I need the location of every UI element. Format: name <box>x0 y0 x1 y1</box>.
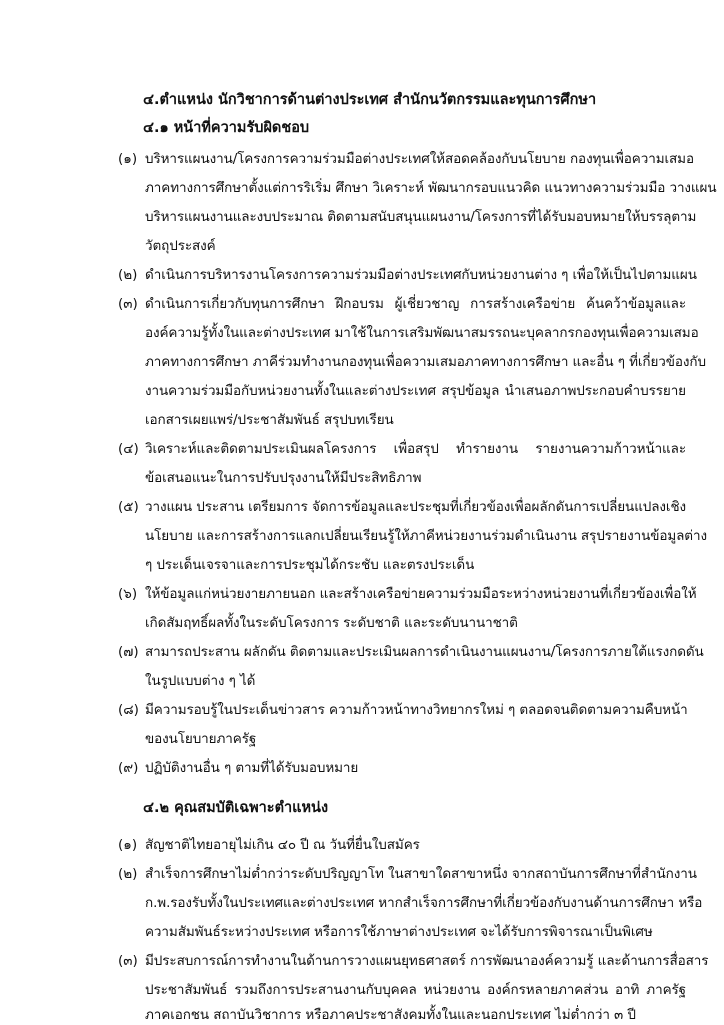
item-text-line: บริหารแผนงาน/โครงการความร่วมมือต่างประเทศให้สอดคล้องกับนโยบาย กองทุนเพื่อความเสมอ <box>145 151 694 167</box>
item-text-line: นโยบาย และการสร้างการแลกเปลี่ยนเรียนรู้ให้ภาคีหน่วยงานร่วมดำเนินงาน สรุปรายงานข้อมูลต่าง <box>145 528 707 544</box>
item-number: (๒) <box>118 866 138 882</box>
item-text-line: มีความรอบรู้ในประเด็นข่าวสาร ความก้าวหน้าทางวิทยากรใหม่ ๆ ตลอดจนติดตามความคืบหน้า <box>145 702 688 718</box>
item-text-line: ๆ ประเด็นเจรจาและการประชุมได้กระชับ และตรงประเด็น <box>145 557 475 573</box>
item-text-line: ดำเนินการเกี่ยวกับทุนการศึกษา ฝึกอบรม ผู้เชี่ยวชาญ การสร้างเครือข่าย ค้นคว้าข้อมูลและ <box>145 296 686 312</box>
section-title: ๔.ตำแหน่ง นักวิชาการด้านต่างประเทศ สำนักนวัตกรรมและทุนการศึกษา <box>143 92 597 108</box>
item-text-line: ภาคทางการศึกษา ภาคีร่วมทำงานกองทุนเพื่อความเสมอภาคทางการศึกษา และอื่น ๆ ที่เกี่ยวข้องกับ <box>145 354 706 370</box>
item-text-line: ข้อเสนอแนะในการปรับปรุงงานให้มีประสิทธิภาพ <box>145 470 422 486</box>
item-number: (๑) <box>118 151 138 167</box>
item-text-line: เกิดสัมฤทธิ์ผลทั้งในระดับโครงการ ระดับชาติ และระดับนานาชาติ <box>145 615 518 631</box>
item-text-line: สำเร็จการศึกษาไม่ต่ำกว่าระดับปริญญาโท ในสาขาใดสาขาหนึ่ง จากสถาบันการศึกษาที่สำนักงาน <box>145 866 697 882</box>
item-text-line: ให้ข้อมูลแก่หน่วยงายภายนอก และสร้างเครือข่ายความร่วมมือระหว่างหน่วยงานที่เกี่ยวข้องเพื่อให้ <box>145 586 697 602</box>
item-number: (๗) <box>118 644 139 660</box>
item-text-line: ภาคเอกชน สถาบันวิชาการ หรือภาคประชาสังคมทั้งในและนอกประเทศ ไม่ต่ำกว่า ๓ ปี <box>145 1007 636 1023</box>
item-text-line: องค์ความรู้ทั้งในและต่างประเทศ มาใช้ในการเสริมพัฒนาสมรรถนะบุคลากรกองทุนเพื่อความเสมอ <box>145 325 699 341</box>
item-text-line: เอกสารเผยแพร่/ประชาสัมพันธ์ สรุปบทเรียน <box>145 412 394 428</box>
item-text-line: ของนโยบายภาครัฐ <box>145 731 257 747</box>
item-text-line: วัตถุประสงค์ <box>145 238 216 254</box>
item-text-line: ประชาสัมพันธ์ รวมถึงการประสานงานกับบุคคล หน่วยงาน องค์กรหลายภาคส่วน อาทิ ภาครัฐ <box>145 982 686 998</box>
item-text-line: สัญชาติไทยอายุไม่เกิน ๔๐ ปี ณ วันที่ยื่นใบสมัคร <box>145 837 420 853</box>
subsection-title-responsibilities: ๔.๑ หน้าที่ความรับผิดชอบ <box>143 120 310 136</box>
item-number: (๘) <box>118 702 139 718</box>
item-text-line: ความสัมพันธ์ระหว่างประเทศ หรือการใช้ภาษาต่างประเทศ จะได้รับการพิจารณาเป็นพิเศษ <box>145 924 653 940</box>
item-text-line: บริหารแผนงานและงบประมาณ ติดตามสนับสนุนแผนงาน/โครงการที่ได้รับมอบหมายให้บรรลุตาม <box>145 209 697 225</box>
item-text-line: สามารถประสาน ผลักดัน ติดตามและประเมินผลการดำเนินงานแผนงาน/โครงการภายใต้แรงกดดัน <box>145 644 704 660</box>
item-number: (๒) <box>118 267 138 283</box>
subsection-title-qualifications: ๔.๒ คุณสมบัติเฉพาะตำแหน่ง <box>143 800 329 816</box>
item-number: (๖) <box>118 586 138 602</box>
item-number: (๑) <box>118 837 138 853</box>
item-text-line: ปฏิบัติงานอื่น ๆ ตามที่ได้รับมอบหมาย <box>145 760 359 776</box>
item-text-line: วางแผน ประสาน เตรียมการ จัดการข้อมูลและประชุมที่เกี่ยวข้องเพื่อผลักดันการเปลี่ยนแปลงเชิง <box>145 499 686 515</box>
item-number: (๕) <box>118 499 139 515</box>
item-text-line: ในรูปแบบต่าง ๆ ได้ <box>145 673 256 689</box>
item-text-line: มีประสบการณ์การทำงานในด้านการวางแผนยุทธศาสตร์ การพัฒนาองค์ความรู้ และด้านการสื่อสาร <box>145 953 709 969</box>
item-text-line: ภาคทางการศึกษาตั้งแต่การริเริ่ม ศึกษา วิเคราะห์ พัฒนากรอบแนวคิด แนวทางความร่วมมือ วางแผน <box>145 180 717 196</box>
item-number: (๓) <box>118 953 138 969</box>
item-number: (๙) <box>118 760 139 776</box>
item-text-line: ก.พ.รองรับทั้งในประเทศและต่างประเทศ หากสำเร็จการศึกษาที่เกี่ยวข้องกับงานด้านการศึกษา หรือ <box>145 895 703 911</box>
item-number: (๓) <box>118 296 138 312</box>
item-number: (๔) <box>118 441 139 457</box>
item-text-line: ดำเนินการบริหารงานโครงการความร่วมมือต่างประเทศกับหน่วยงานต่าง ๆ เพื่อให้เป็นไปตามแผน <box>145 267 697 283</box>
item-text-line: วิเคราะห์และติดตามประเมินผลโครงการ เพื่อสรุป ทำรายงาน รายงานความก้าวหน้าและ <box>145 441 686 457</box>
item-text-line: งานความร่วมมือกับหน่วยงานทั้งในและต่างประเทศ สรุปข้อมูล นำเสนอภาพประกอบคำบรรยาย <box>145 383 686 399</box>
